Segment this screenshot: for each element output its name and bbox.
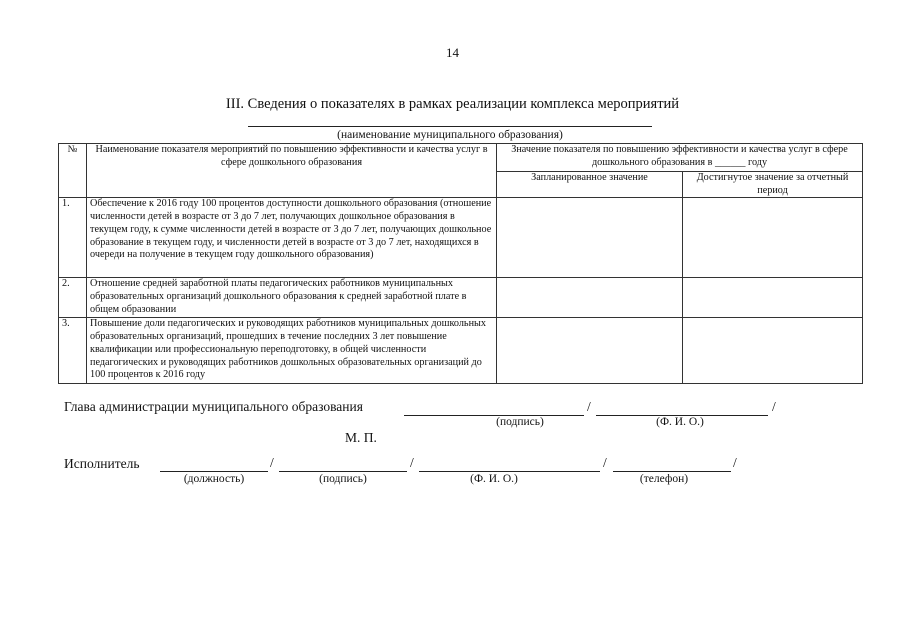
municipality-name-line[interactable]: [248, 126, 652, 127]
column-header-achieved: Достигнутое значение за отчетный период: [683, 172, 863, 198]
indicators-table: [58, 143, 863, 384]
section-title: III. Сведения о показателях в рамках реализации комплекса мероприятий: [225, 96, 680, 112]
achieved-value-cell[interactable]: [683, 278, 863, 318]
municipality-name-caption: (наименование муниципального образования): [337, 129, 563, 141]
separator-slash: /: [733, 455, 737, 470]
executor-position-line[interactable]: [160, 471, 268, 472]
separator-slash: /: [410, 455, 414, 470]
table-row: [59, 318, 863, 384]
executor-signature-caption: (подпись): [319, 473, 367, 485]
page-number: 14: [446, 45, 459, 60]
column-header-planned: Запланированное значение: [497, 172, 683, 198]
executor-signature-line[interactable]: [279, 471, 407, 472]
executor-name-line[interactable]: [419, 471, 600, 472]
separator-slash: /: [270, 455, 274, 470]
table-row: [59, 198, 863, 278]
column-header-number: №: [59, 144, 87, 198]
achieved-value-cell[interactable]: [683, 198, 863, 278]
column-header-indicator-name: Наименование показателя мероприятий по повышению эффективности и качества услуг в сфере дошкольного образования: [87, 144, 497, 198]
table-row: [59, 278, 863, 318]
row-number: 3.: [59, 318, 87, 384]
executor-phone-line[interactable]: [613, 471, 731, 472]
planned-value-cell[interactable]: [497, 198, 683, 278]
planned-value-cell[interactable]: [497, 318, 683, 384]
head-of-administration-label: Глава администрации муниципального образования: [64, 399, 363, 414]
executor-phone-caption: (телефон): [639, 473, 689, 485]
row-number: 1.: [59, 198, 87, 278]
head-name-caption: (Ф. И. О.): [656, 416, 704, 428]
row-number: 2.: [59, 278, 87, 318]
indicator-text: Обеспечение к 2016 году 100 процентов доступности дошкольного образования (отношение численности детей в возрасте от 3 до 7 лет, получающих дошкольное образования в текущем году, к сумме численности детей в возрасте от 3 до 7 лет, получающих дошкольное образование в текущем году, и численности детей в возрасте от 3 до 7 лет, находящихся в очереди на получение в текущем году дошкольного образования): [87, 198, 497, 278]
executor-position-caption: (должность): [183, 473, 245, 485]
executor-label: Исполнитель: [64, 456, 140, 471]
achieved-value-cell[interactable]: [683, 318, 863, 384]
separator-slash: /: [587, 399, 591, 414]
indicator-text: Отношение средней заработной платы педагогических работников муниципальных образовательных организаций дошкольного образования к средней заработной плате в общем образовании: [87, 278, 497, 318]
column-header-indicator-value: Значение показателя по повышению эффективности и качества услуг в сфере дошкольного образования в ______ году: [497, 144, 863, 172]
planned-value-cell[interactable]: [497, 278, 683, 318]
separator-slash: /: [603, 455, 607, 470]
stamp-place-label: М. П.: [345, 430, 377, 445]
executor-name-caption: (Ф. И. О.): [470, 473, 518, 485]
head-signature-caption: (подпись): [496, 416, 544, 428]
indicator-text: Повышение доли педагогических и руководящих работников муниципальных дошкольных образовательных организаций, прошедших в течение последних 3 лет повышение квалификации или профессиональную переподготовку, в общей численности педагогических и руководящих работников дошкольных образовательных организаций до 100 процентов к 2016 году: [87, 318, 497, 384]
separator-slash: /: [772, 399, 776, 414]
